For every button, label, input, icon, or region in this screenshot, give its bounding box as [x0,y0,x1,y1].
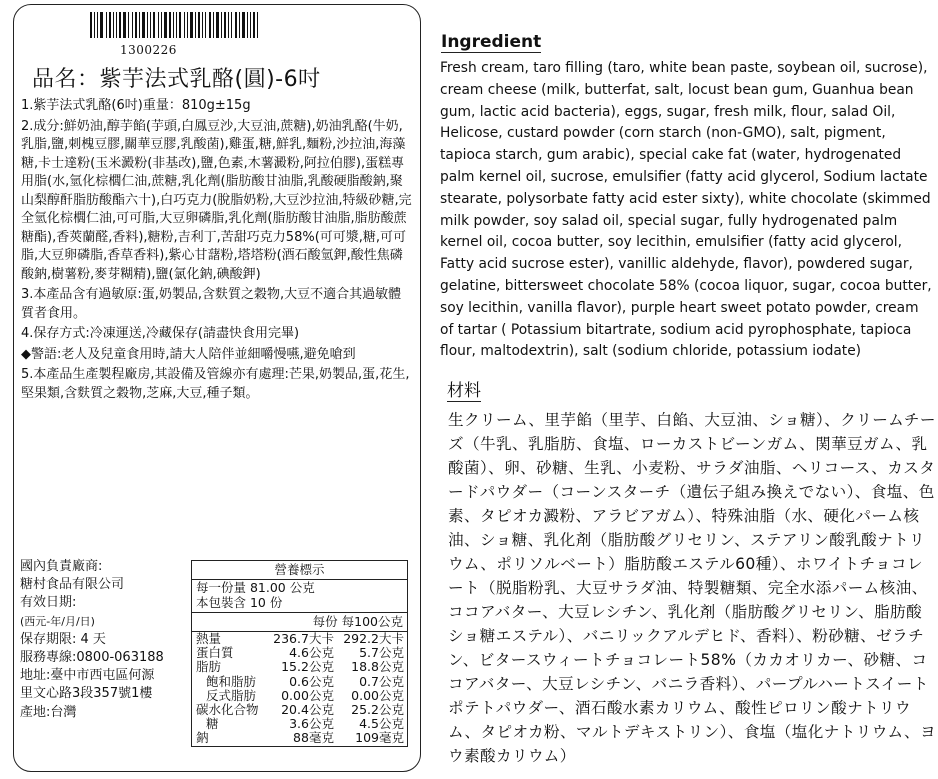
serving-size: 每一份量 81.00 公克 [196,580,315,595]
barcode-bar [113,12,114,38]
barcode-bar [231,12,232,38]
nutrient-per-100g: 4.5公克 [359,716,404,732]
label-item-allergens: 3.本產品含有過敏原:蛋,奶製品,含麩質之穀物,大豆不適合其過敏體質者食用。 [21,287,402,321]
barcode-bar [221,12,222,38]
nutrient-per-serving: 3.6公克 [289,716,334,732]
nutrition-row [192,632,407,646]
barcode-bar [147,12,148,38]
nutrient-per-serving: 88毫克 [293,730,334,746]
barcode-bar [213,12,214,38]
label-items [21,97,413,405]
nutrition-row [192,660,407,674]
barcode-bar [257,12,258,38]
address-line-2: 里文心路3段357號1樓 [20,686,153,702]
barcode-bar [202,12,203,38]
nutrient-name: 碳水化合物 [196,702,259,718]
barcode-bar [132,12,133,38]
barcode-bar [176,12,177,38]
nutrient-per-100g: 18.8公克 [351,659,404,675]
barcode-bar [150,12,151,38]
barcode-bar [195,12,196,38]
barcode-bar [228,12,229,38]
barcode-bar [187,12,188,38]
nutrient-name: 糖 [206,716,219,732]
servings-per-package: 本包裝含 10 份 [196,595,283,610]
nutrient-per-100g: 109毫克 [355,730,404,746]
nutrient-per-100g: 25.2公克 [351,702,404,718]
barcode-bar [94,12,95,38]
nutrition-column-headers [192,613,407,632]
nutrition-rows [192,632,407,746]
barcode-bar [97,12,98,38]
barcode-bar [139,12,140,38]
barcode-bar [116,12,117,38]
nutrient-per-serving: 20.4公克 [281,702,334,718]
product-name: 品名：紫芋法式乳酪(圓)-6吋 [32,67,321,92]
barcode-bar [209,12,211,38]
vendor-info [20,558,164,722]
nutrient-per-serving: 4.6公克 [289,645,334,661]
barcode-bar [216,12,219,38]
nutrition-title: 營養標示 [192,561,407,580]
barcode-bar [224,12,226,38]
nutrient-per-100g: 292.2大卡 [343,631,404,646]
nutrition-row [192,689,407,703]
barcode-bar [253,12,255,38]
barcode-bar [109,12,111,38]
barcode-bar [205,12,206,38]
barcode [90,12,280,38]
vendor-name: 糖村食品有限公司 [20,577,125,593]
vendor-label: 國內負責廠商: [20,559,103,574]
nutrient-per-serving: 0.6公克 [289,673,334,689]
nutrition-row [192,646,407,660]
barcode-bar [198,12,200,38]
nutrient-name: 熱量 [196,631,222,646]
barcode-bar [247,12,248,38]
nutrient-name: 反式脂肪 [206,687,257,703]
service-hotline: 服務專線:0800-063188 [20,650,164,666]
barcode-bar [106,12,107,38]
barcode-bar [184,12,185,38]
ingredient-en-body: Fresh cream, taro filling (taro, white bean paste, soybean oil, sucrose), cream cheese (milk, butterfat, salt, locust bean gum, Guanhua bean gum, lactic acid bacteria), eggs, sugar, fresh milk, flour, salad Oil, Helicose, custard powder (corn starch (non-GMO), salt, pigment, tapioca starch, gum arabic), special cake fat (water, hydrogenated palm kernel oil, sucrose, emulsifier (fatty acid glycerol, Sodium lactate stearate, polysorbate fatty acid ester sixty), white chocolate (skimmed milk powder, soy salad oil, special sugar, fully hydrogenated palm kernel oil, cocoa butter, soy lecithin, emulsifier (fatty acid glycerol, Fatty acid sucrose ester), vanillic aldehyde, flavor), powdered sugar, gelatine, bittersweet chocolate 58% (cocoa liquor, sugar, cocoa butter, soy lecithin, vanilla flavor), purple heart sweet potato powder, cream of tartar ( Potassium bitartrate, sodium acid pyrophosphate, tapioca flour, maltodextrin), salt (sodium chloride, potassium iodate) [440,60,932,360]
barcode-bar [235,12,237,38]
nutrient-per-100g: 0.00公克 [351,687,404,703]
nutrition-row [192,675,407,689]
barcode-bar [190,12,193,38]
nutrition-row [192,703,407,717]
label-item-storage: 4.保存方式:冷凍運送,冷藏保存(請盡快食用完畢) [21,326,300,341]
nutrition-row [192,731,407,745]
barcode-bar [179,12,181,38]
nutrient-name: 飽和脂肪 [206,673,257,689]
barcode-bar [250,12,251,38]
barcode-bar [239,12,240,38]
serving-info [192,580,407,613]
barcode-bar [161,12,162,38]
col-per-100g: 每100公克 [341,614,403,629]
label-item-ingredients: 2.成分:鮮奶油,醇芋餡(芋頭,白鳳豆沙,大豆油,蔗糖),奶油乳酪(牛奶,乳脂,鹽,刺槐豆膠,關華豆膠,乳酸菌),雞蛋,糖,鮮乳,麵粉,沙拉油,海藻糖,卡士達粉(玉米澱粉(非基改),鹽,色素,木薯澱粉,阿拉伯膠),蛋糕專用脂(水,氫化棕櫚仁油,蔗糖,乳化劑(脂肪酸甘油脂,乳酸硬脂酸鈉,聚山梨醇酐脂肪酸酯六十),白巧克力(脫脂奶粉,大豆沙拉油,特級砂糖,完全氫化棕櫚仁油,可可脂,大豆卵磷脂,乳化劑(脂肪酸甘油脂,脂肪酸蔗糖酯),香莢蘭醛,香料),糖粉,吉利丁,苦甜巧克力58%(可可漿,糖,可可脂,大豆卵磷脂,香草香料),紫心甘藷粉,塔塔粉(酒石酸氫鉀,酸性焦磷酸鈉,樹薯粉,麥芽糊精),鹽(氯化鈉,碘酸鉀) [21,118,412,282]
nutrient-name: 脂肪 [196,659,222,675]
nutrient-per-100g: 5.7公克 [359,645,404,661]
address-line-1: 地址:臺中市西屯區何源 [20,668,155,684]
label-item-facility: 5.本產品生產製程廠房,其設備及管線亦有處理:芒果,奶製品,蛋,花生,堅果類,含麩質之穀物,芝麻,大豆,種子類。 [21,367,410,401]
label-item-warning: ◆警語:老人及兒童食用時,請大人陪伴並細嚼慢嚥,避免嗆到 [21,346,356,362]
label-item-weight: 1.紫芋法式乳酪(6吋)重量：810g±15g [21,98,251,113]
date-format: (西元-年/月/日) [20,614,95,628]
barcode-bar [169,12,171,38]
barcode-bar [119,12,121,38]
expiry-label: 有效日期: [20,595,77,611]
nutrient-name: 鈉 [196,730,209,746]
barcode-bar [128,12,129,38]
nutrition-table [191,560,408,747]
barcode-bar [242,12,245,38]
ingredient-jp-title: 材料 [447,381,481,401]
barcode-bar [142,12,145,38]
ingredient-en-title: Ingredient [441,32,542,52]
nutrition-row [192,717,407,731]
nutrient-per-serving: 236.7大卡 [273,631,334,646]
nutrient-per-serving: 15.2公克 [281,659,334,675]
origin: 產地:台灣 [20,704,77,720]
barcode-bar [135,12,137,38]
nutrient-per-serving: 0.00公克 [281,687,334,703]
nutrient-per-100g: 0.7公克 [359,673,404,689]
barcode-number: 1300226 [120,43,177,57]
barcode-bar [123,12,126,38]
nutrient-name: 蛋白質 [196,645,234,661]
barcode-bar [158,12,159,38]
col-per-serving: 每份 [312,614,338,629]
shelf-life: 保存期限: 4 天 [20,631,106,647]
barcode-bar [90,12,92,38]
ingredient-jp-body: 生クリーム、里芋餡（里芋、白餡、大豆油、ショ糖）、クリームチーズ（牛乳、乳脂肪、食塩、ローカストビーンガム、関華豆ガム、乳酸菌）、卵、砂糖、生乳、小麦粉、サラダ油脂、ヘリコース、カスタードパウダー（コーンスターチ（遺伝子組み換えでない）、食塩、色素、タピオカ澱粉、アラビアガム）、特殊油脂（水、硬化パーム核油、ショ糖、乳化剤（脂肪酸グリセリン、ステアリン酸乳酸ナトリウム、ポリソルベート）脂肪酸エステル60種）、ホワイトチョコレート（脱脂粉乳、大豆サラダ油、特製糖類、完全水添パーム核油、ココアバター、大豆レシチン、乳化剤（脂肪酸グリセリン、脂肪酸ショ糖エステル）、バニリックアルデヒド、香料）、粉砂糖、ゼラチン、ビタースウィートチョコレート58%（カカオリカー、砂糖、ココアバター、大豆レシチン、バニラ香料）、パープルハートスイートポテトパウダー、酒石酸水素カリウム、酸性ピロリン酸ナトリウム、タピオカ粉、マルトデキストリン）、食塩（塩化ナトリウム、ヨウ素酸カリウム） [448,411,937,765]
barcode-bar [173,12,174,38]
barcode-bar [153,12,155,38]
barcode-bar [100,12,103,38]
barcode-bar [164,12,167,38]
